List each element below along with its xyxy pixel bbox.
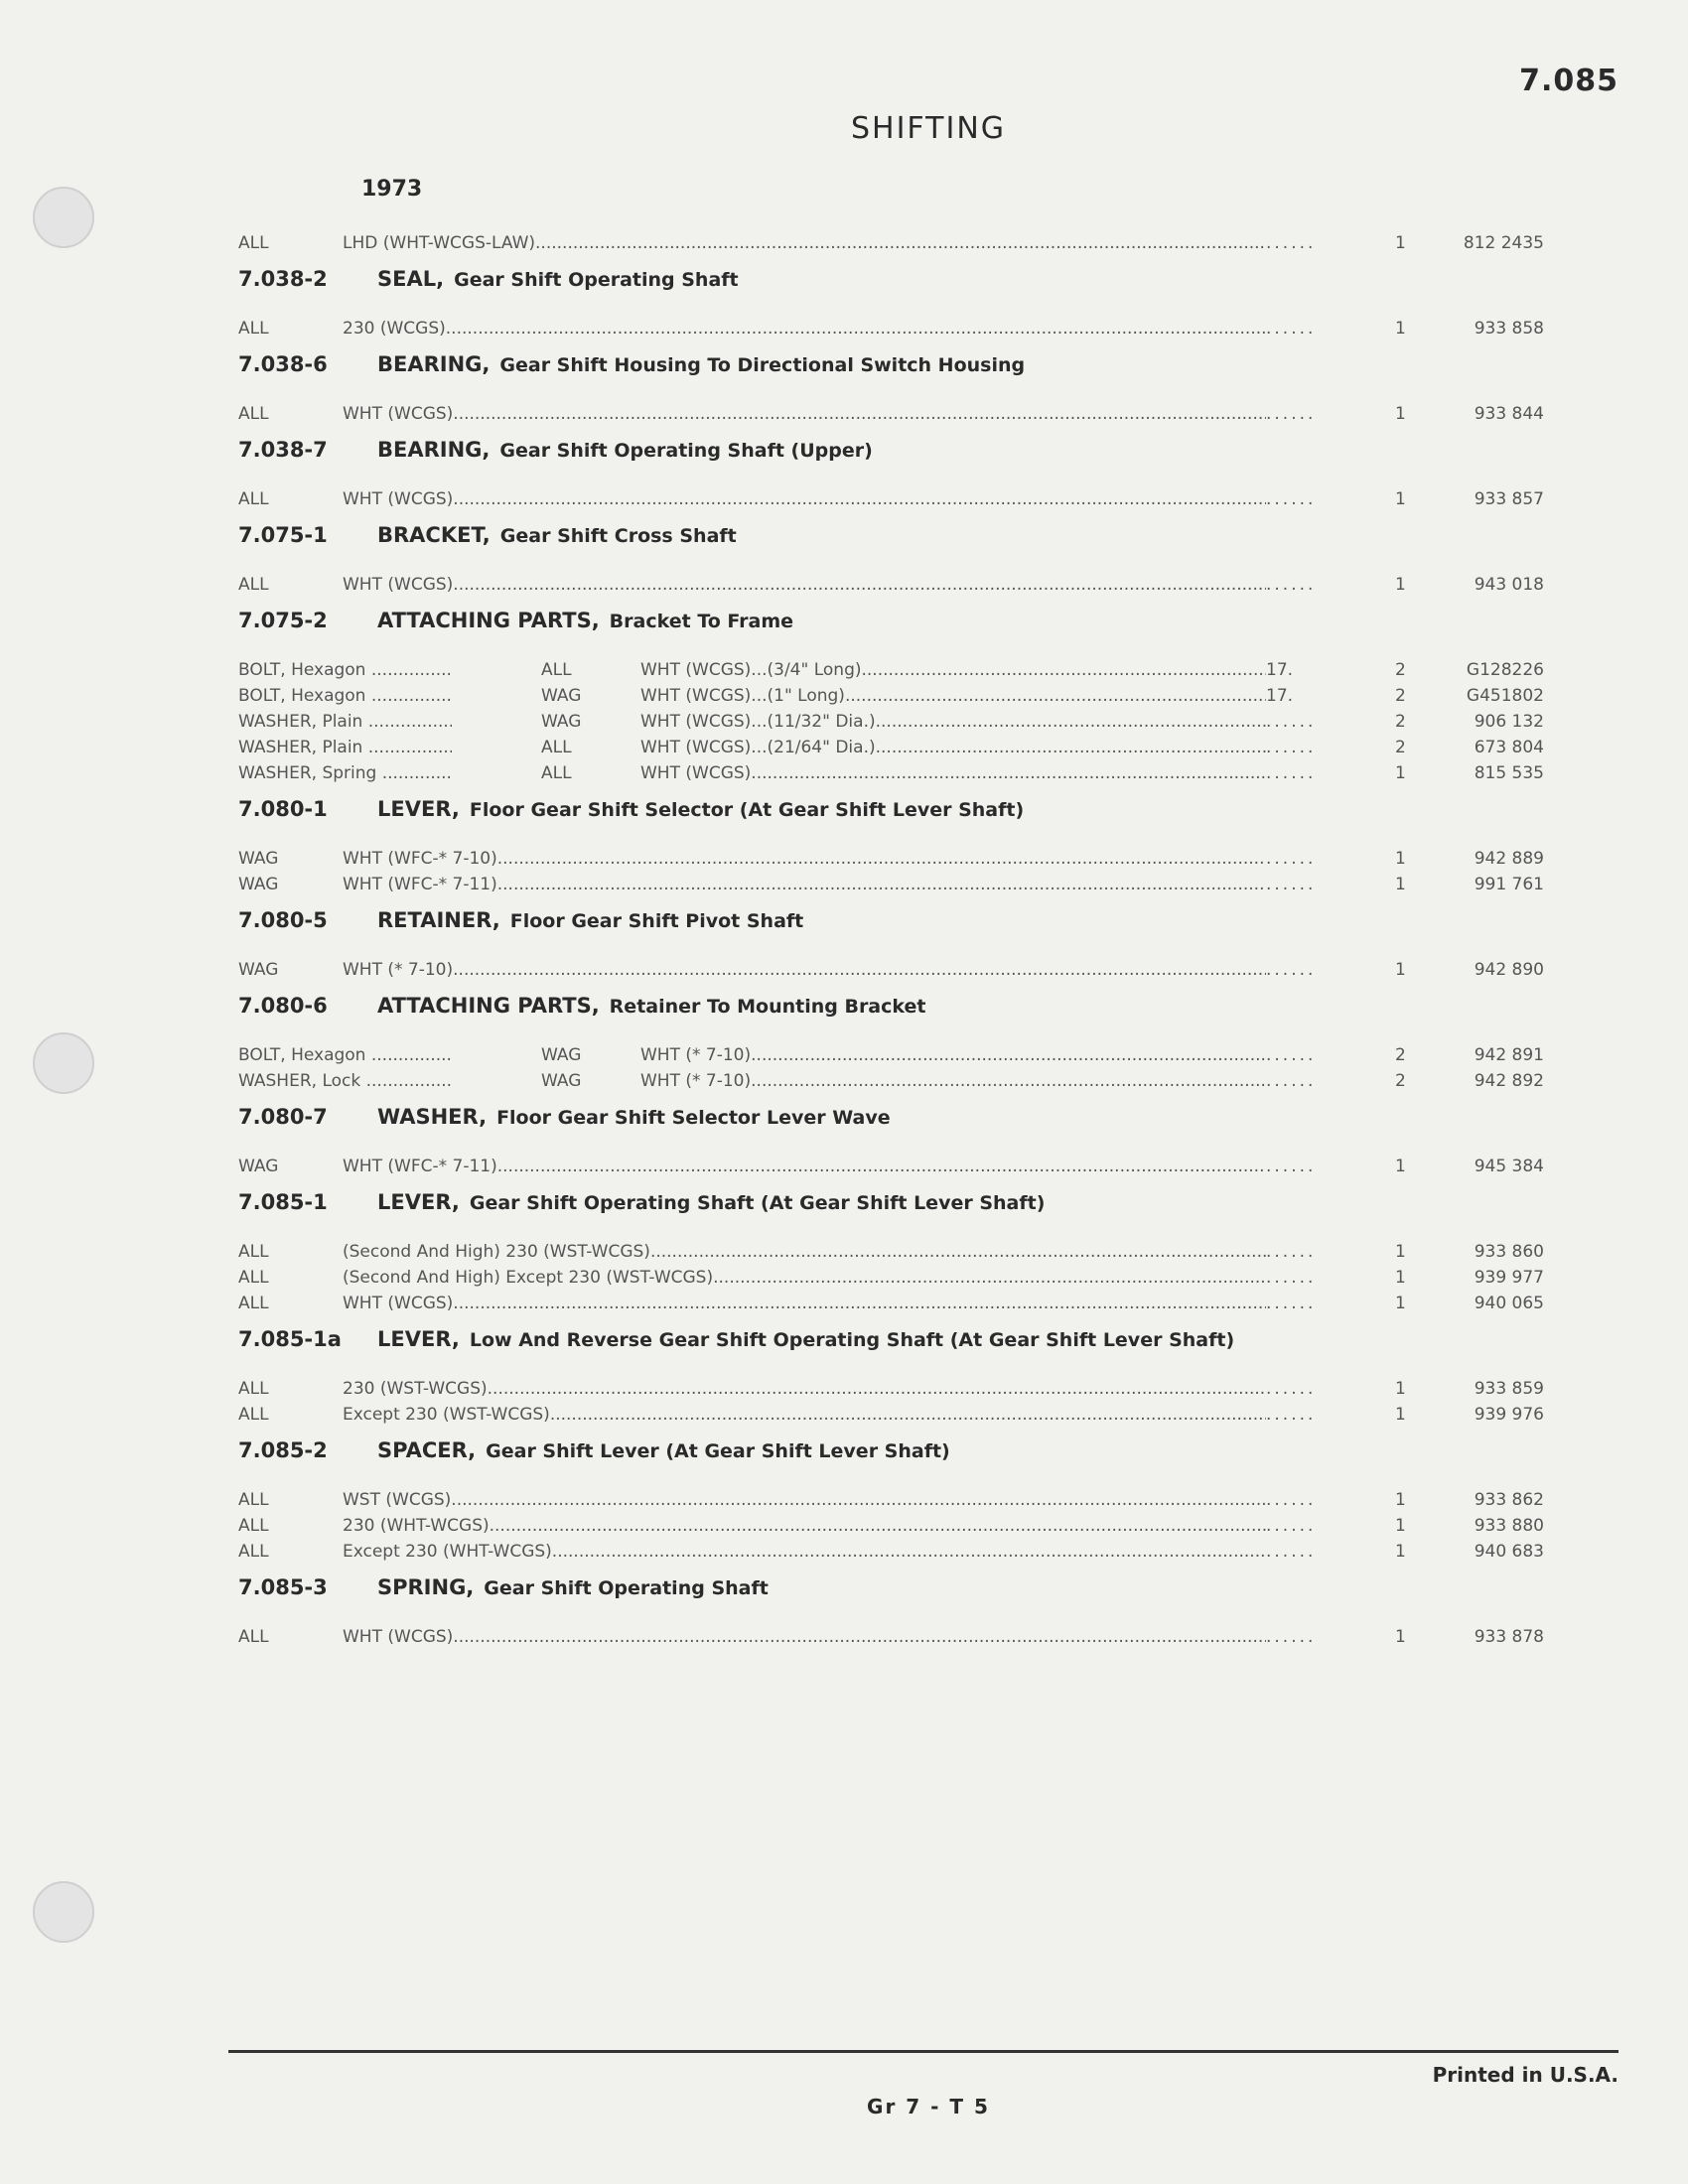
section-number: 7.080-5 (238, 908, 328, 932)
quantity: 1 (1395, 763, 1406, 783)
part-name: WASHER, Plain ..... (238, 735, 452, 760)
punch-hole (33, 187, 94, 248)
model-code: ALL (238, 575, 269, 595)
quantity: 2 (1395, 1045, 1406, 1065)
parts-section (238, 905, 1549, 983)
section-number: 7.085-1a (238, 1327, 342, 1351)
part-number: 940 683 (1474, 1542, 1544, 1562)
part-row (238, 1265, 1549, 1291)
model-code: WAG (238, 849, 279, 869)
part-number: 933 860 (1474, 1242, 1544, 1262)
reference-note (1266, 1539, 1345, 1565)
footer-code: Gr 7 - T 5 (867, 2095, 990, 2118)
part-row (238, 760, 1549, 786)
parts-section (238, 230, 1549, 256)
parts-section (238, 794, 1549, 897)
part-number: 812 2435 (1463, 233, 1544, 253)
application-description: WST (WCGS) ..... (343, 1487, 1336, 1513)
section-description: Gear Shift Operating Shaft (Upper) (499, 440, 873, 462)
part-row (238, 709, 1549, 735)
reference-note: 17. (1266, 657, 1345, 683)
section-header (238, 349, 1549, 379)
part-number: 933 844 (1474, 404, 1544, 424)
section-description: Floor Gear Shift Selector (At Gear Shift Lever Shaft) (469, 799, 1025, 821)
punch-hole (33, 1032, 94, 1094)
reference-note (1266, 230, 1345, 256)
section-number: 7.075-2 (238, 609, 328, 632)
model-code: WAG (541, 1071, 582, 1091)
reference-note (1266, 1376, 1345, 1402)
part-number: 939 977 (1474, 1268, 1544, 1288)
quantity: 1 (1395, 1379, 1406, 1399)
model-code: ALL (238, 319, 269, 339)
year-label: 1973 (361, 177, 423, 202)
parts-section (238, 435, 1549, 512)
part-row (238, 872, 1549, 897)
part-number: 933 857 (1474, 489, 1544, 509)
part-name: WASHER, Lock ..... (238, 1068, 452, 1094)
part-row (238, 486, 1549, 512)
part-row (238, 735, 1549, 760)
section-number: 7.038-7 (238, 438, 328, 462)
page-number: 7.085 (1519, 64, 1618, 98)
section-header (238, 520, 1549, 550)
parts-section (238, 606, 1549, 786)
quantity: 1 (1395, 319, 1406, 339)
parts-section (238, 1572, 1549, 1650)
footer-rule (228, 2050, 1618, 2053)
section-name: LEVER, (377, 1327, 460, 1351)
part-number: G128226 (1466, 660, 1544, 680)
reference-note (1266, 872, 1345, 897)
application-description: LHD (WHT-WCGS-LAW) ..... (343, 230, 1336, 256)
part-row (238, 1239, 1549, 1265)
parts-section (238, 1102, 1549, 1179)
section-name: ATTACHING PARTS, (377, 994, 600, 1018)
part-number: 942 892 (1474, 1071, 1544, 1091)
section-number: 7.080-6 (238, 994, 328, 1018)
section-header (238, 1102, 1549, 1132)
reference-note (1266, 1402, 1345, 1428)
quantity: 2 (1395, 1071, 1406, 1091)
section-name: BEARING, (377, 438, 491, 462)
part-row (238, 1487, 1549, 1513)
section-header (238, 991, 1549, 1021)
part-number: 815 535 (1474, 763, 1544, 783)
quantity: 1 (1395, 233, 1406, 253)
parts-section (238, 1435, 1549, 1565)
reference-note: 17. (1266, 683, 1345, 709)
part-row (238, 230, 1549, 256)
application-description: WHT (WCGS)...(21/64" Dia.) ..... (640, 735, 1336, 760)
part-row (238, 1291, 1549, 1316)
application-description: WHT (* 7-10) ..... (640, 1042, 1336, 1068)
section-name: SEAL, (377, 267, 445, 291)
reference-note (1266, 1487, 1345, 1513)
application-description: WHT (WCGS) ..... (343, 401, 1336, 427)
model-code: ALL (238, 404, 269, 424)
model-code: ALL (238, 1294, 269, 1313)
printed-in-label: Printed in U.S.A. (1432, 2063, 1618, 2087)
application-description: WHT (WCGS)...(1" Long) ..... (640, 683, 1336, 709)
part-name: BOLT, Hexagon ..... (238, 657, 452, 683)
section-description: Gear Shift Operating Shaft (484, 1577, 769, 1599)
part-name: WASHER, Plain ..... (238, 709, 452, 735)
application-description: WHT (WCGS) ..... (343, 1291, 1336, 1316)
reference-note (1266, 760, 1345, 786)
section-header (238, 794, 1549, 824)
quantity: 1 (1395, 1157, 1406, 1176)
reference-note (1266, 1154, 1345, 1179)
reference-note (1266, 1624, 1345, 1650)
part-number: G451802 (1466, 686, 1544, 706)
model-code: ALL (541, 660, 572, 680)
reference-note (1266, 709, 1345, 735)
section-name: RETAINER, (377, 908, 500, 932)
model-code: ALL (238, 1405, 269, 1425)
quantity: 1 (1395, 1490, 1406, 1510)
section-header (238, 905, 1549, 935)
quantity: 1 (1395, 1242, 1406, 1262)
part-row (238, 683, 1549, 709)
part-row (238, 1624, 1549, 1650)
part-number: 940 065 (1474, 1294, 1544, 1313)
model-code: WAG (541, 1045, 582, 1065)
part-number: 933 862 (1474, 1490, 1544, 1510)
reference-note (1266, 316, 1345, 341)
parts-section (238, 991, 1549, 1094)
reference-note (1266, 1265, 1345, 1291)
quantity: 1 (1395, 1294, 1406, 1313)
section-name: LEVER, (377, 797, 460, 821)
part-number: 939 976 (1474, 1405, 1544, 1425)
model-code: WAG (238, 875, 279, 894)
application-description: WHT (WFC-* 7-11) ..... (343, 872, 1336, 897)
parts-section (238, 349, 1549, 427)
part-number: 906 132 (1474, 712, 1544, 732)
model-code: ALL (238, 1542, 269, 1562)
part-row (238, 846, 1549, 872)
section-number: 7.038-6 (238, 352, 328, 376)
model-code: ALL (238, 1379, 269, 1399)
parts-section (238, 1187, 1549, 1316)
section-name: BRACKET, (377, 523, 491, 547)
section-name: SPRING, (377, 1575, 475, 1599)
model-code: ALL (238, 1268, 269, 1288)
quantity: 2 (1395, 686, 1406, 706)
model-code: WAG (238, 1157, 279, 1176)
quantity: 2 (1395, 738, 1406, 757)
part-row (238, 316, 1549, 341)
section-name: LEVER, (377, 1190, 460, 1214)
part-number: 933 858 (1474, 319, 1544, 339)
quantity: 1 (1395, 875, 1406, 894)
model-code: ALL (541, 763, 572, 783)
part-number: 933 880 (1474, 1516, 1544, 1536)
application-description: WHT (WCGS) ..... (640, 760, 1336, 786)
section-description: Gear Shift Operating Shaft (At Gear Shift Lever Shaft) (469, 1192, 1046, 1214)
section-number: 7.075-1 (238, 523, 328, 547)
application-description: Except 230 (WST-WCGS) ..... (343, 1402, 1336, 1428)
application-description: 230 (WST-WCGS) ..... (343, 1376, 1336, 1402)
application-description: WHT (WCGS) ..... (343, 572, 1336, 598)
section-description: Gear Shift Operating Shaft (454, 269, 739, 291)
application-description: 230 (WCGS) ..... (343, 316, 1336, 341)
section-number: 7.085-1 (238, 1190, 328, 1214)
section-number: 7.085-2 (238, 1438, 328, 1462)
application-description: WHT (WCGS) ..... (343, 486, 1336, 512)
reference-note (1266, 735, 1345, 760)
section-header (238, 1324, 1549, 1354)
reference-note (1266, 1291, 1345, 1316)
part-number: 942 891 (1474, 1045, 1544, 1065)
part-number: 945 384 (1474, 1157, 1544, 1176)
parts-section (238, 264, 1549, 341)
section-name: ATTACHING PARTS, (377, 609, 600, 632)
quantity: 1 (1395, 1516, 1406, 1536)
part-row (238, 1402, 1549, 1428)
reference-note (1266, 572, 1345, 598)
model-code: WAG (541, 686, 582, 706)
section-name: BEARING, (377, 352, 491, 376)
application-description: (Second And High) Except 230 (WST-WCGS) ..... (343, 1265, 1336, 1291)
quantity: 1 (1395, 1627, 1406, 1647)
quantity: 2 (1395, 712, 1406, 732)
section-header (238, 1572, 1549, 1602)
application-description: WHT (* 7-10) ..... (343, 957, 1336, 983)
part-number: 933 859 (1474, 1379, 1544, 1399)
reference-note (1266, 486, 1345, 512)
part-row (238, 1154, 1549, 1179)
part-number: 942 890 (1474, 960, 1544, 980)
section-number: 7.085-3 (238, 1575, 328, 1599)
reference-note (1266, 1239, 1345, 1265)
section-description: Floor Gear Shift Selector Lever Wave (496, 1107, 891, 1129)
part-number: 943 018 (1474, 575, 1544, 595)
section-description: Floor Gear Shift Pivot Shaft (509, 910, 804, 932)
model-code: ALL (238, 489, 269, 509)
part-name: BOLT, Hexagon ..... (238, 683, 452, 709)
quantity: 1 (1395, 1542, 1406, 1562)
part-row (238, 657, 1549, 683)
part-row (238, 1376, 1549, 1402)
section-header (238, 435, 1549, 465)
section-number: 7.080-7 (238, 1105, 328, 1129)
part-row (238, 1042, 1549, 1068)
parts-section (238, 520, 1549, 598)
parts-list (238, 230, 1549, 1650)
model-code: ALL (238, 1627, 269, 1647)
application-description: WHT (WCGS)...(3/4" Long) ..... (640, 657, 1336, 683)
section-description: Gear Shift Housing To Directional Switch Housing (499, 354, 1026, 376)
model-code: ALL (541, 738, 572, 757)
section-description: Retainer To Mounting Bracket (609, 996, 926, 1018)
part-number: 942 889 (1474, 849, 1544, 869)
section-header (238, 606, 1549, 635)
section-header (238, 264, 1549, 294)
reference-note (1266, 401, 1345, 427)
quantity: 1 (1395, 960, 1406, 980)
model-code: WAG (541, 712, 582, 732)
part-row (238, 401, 1549, 427)
part-number: 933 878 (1474, 1627, 1544, 1647)
section-description: Gear Shift Lever (At Gear Shift Lever Shaft) (486, 1440, 950, 1462)
section-number: 7.038-2 (238, 267, 328, 291)
reference-note (1266, 846, 1345, 872)
punch-hole (33, 1881, 94, 1943)
quantity: 1 (1395, 489, 1406, 509)
part-row (238, 572, 1549, 598)
model-code: ALL (238, 1242, 269, 1262)
part-number: 991 761 (1474, 875, 1544, 894)
application-description: WHT (WFC-* 7-10) ..... (343, 846, 1336, 872)
section-description: Low And Reverse Gear Shift Operating Shaft (At Gear Shift Lever Shaft) (469, 1329, 1235, 1351)
part-name: BOLT, Hexagon ..... (238, 1042, 452, 1068)
part-row (238, 1068, 1549, 1094)
application-description: 230 (WHT-WCGS) ..... (343, 1513, 1336, 1539)
model-code: ALL (238, 233, 269, 253)
application-description: WHT (WCGS)...(11/32" Dia.) ..... (640, 709, 1336, 735)
section-name: WASHER, (377, 1105, 488, 1129)
part-row (238, 1513, 1549, 1539)
application-description: WHT (WFC-* 7-11) ..... (343, 1154, 1336, 1179)
page-title: SHIFTING (850, 111, 1007, 146)
quantity: 1 (1395, 1268, 1406, 1288)
section-header (238, 1187, 1549, 1217)
reference-note (1266, 1042, 1345, 1068)
part-number: 673 804 (1474, 738, 1544, 757)
parts-section (238, 1324, 1549, 1428)
section-name: SPACER, (377, 1438, 477, 1462)
model-code: WAG (238, 960, 279, 980)
quantity: 1 (1395, 404, 1406, 424)
application-description: (Second And High) 230 (WST-WCGS) ..... (343, 1239, 1336, 1265)
section-header (238, 1435, 1549, 1465)
reference-note (1266, 957, 1345, 983)
part-row (238, 1539, 1549, 1565)
application-description: Except 230 (WHT-WCGS) ..... (343, 1539, 1336, 1565)
quantity: 2 (1395, 660, 1406, 680)
application-description: WHT (* 7-10) ..... (640, 1068, 1336, 1094)
part-row (238, 957, 1549, 983)
model-code: ALL (238, 1490, 269, 1510)
quantity: 1 (1395, 1405, 1406, 1425)
section-description: Bracket To Frame (609, 611, 794, 632)
reference-note (1266, 1513, 1345, 1539)
reference-note (1266, 1068, 1345, 1094)
model-code: ALL (238, 1516, 269, 1536)
section-description: Gear Shift Cross Shaft (499, 525, 737, 547)
section-number: 7.080-1 (238, 797, 328, 821)
quantity: 1 (1395, 849, 1406, 869)
application-description: WHT (WCGS) ..... (343, 1624, 1336, 1650)
part-name: WASHER, Spring ..... (238, 760, 452, 786)
quantity: 1 (1395, 575, 1406, 595)
